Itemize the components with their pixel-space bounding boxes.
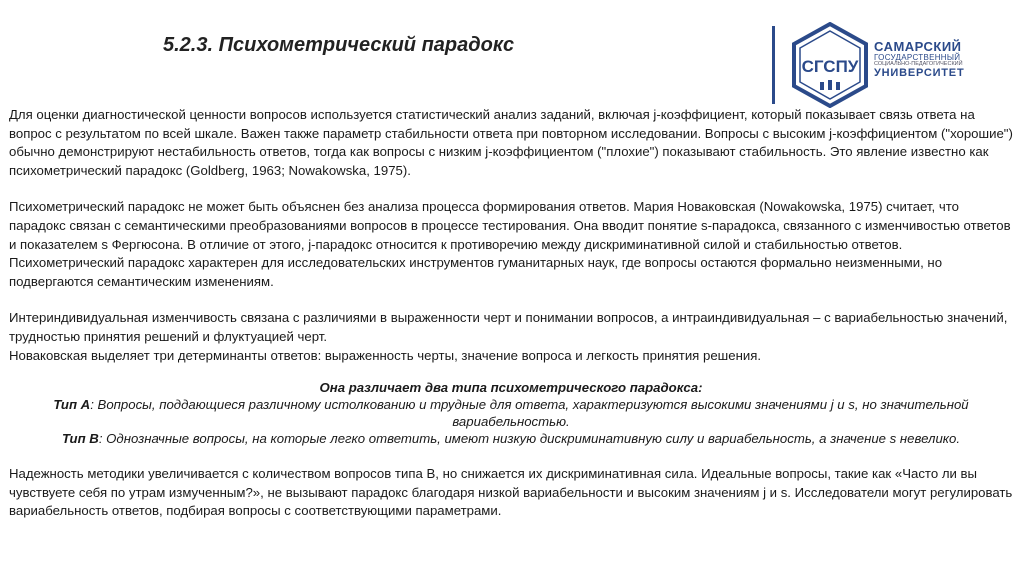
type-b-text: : Однозначные вопросы, на которые легко ответить, имеют низкую дискриминативную силу и вариабельность, а значение s невелико. bbox=[98, 431, 961, 447]
header-divider bbox=[772, 26, 775, 104]
university-name-line1: САМАРСКИЙ bbox=[874, 39, 962, 54]
university-name-line2: ГОСУДАРСТВЕННЫЙ bbox=[874, 52, 961, 62]
paragraph-1: Для оценки диагностической ценности вопросов используется статистический анализ заданий, включая j-коэффициент, который показывает связь ответа на вопрос с результатом по всей шкале. Важен также параметр стабильности ответа при повторном исследовании. Вопросы с высоким j-коэффициентом ("хорошие") обычно демонстрируют нестабильность ответов, тогда как вопросы с низким j-коэффициентом ("плохие") показывают стабильность. Это явление известно как психометрический парадокс (Goldberg, 1963; Nowakowska, 1975). bbox=[9, 107, 1013, 178]
university-name-line4: УНИВЕРСИТЕТ bbox=[874, 66, 965, 79]
paragraph-4: Новаковская выделяет три детерминанты ответов: выраженность черты, значение вопроса и легкость принятия решения. bbox=[9, 347, 762, 363]
type-b-label: Тип В bbox=[61, 431, 99, 447]
emblem-text: СГСПУ bbox=[801, 57, 859, 76]
slide-title: 5.2.3. Психометрический парадокс bbox=[163, 34, 515, 56]
slide-body bbox=[9, 106, 1013, 521]
type-a-text: : Вопросы, поддающиеся различному истолкованию и трудные для ответа, характеризуются высокими значениями j и s, но значительной вариабельностью. bbox=[90, 397, 969, 430]
paradox-types-block bbox=[9, 379, 1013, 447]
type-a-label: Тип А bbox=[53, 397, 91, 413]
paragraph-5: Надежность методики увеличивается с количеством вопросов типа В, но снижается их дискриминативная сила. Идеальные вопросы, такие как «Часто ли вы чувствуете себя по утрам измученным?», не вызывают парадокс благодаря низкой вариабельности и высоким значениям j и s. Исследователи могут регулировать вариабельность ответов, подбирая вопросы с соответствующими параметрами. bbox=[9, 466, 1013, 519]
university-emblem-icon bbox=[790, 22, 870, 108]
university-name bbox=[874, 40, 964, 79]
university-name-line3: СОЦИАЛЬНО-ПЕДАГОГИЧЕСКИЙ bbox=[874, 61, 963, 68]
types-heading: Она различает два типа психометрического парадокса: bbox=[319, 380, 703, 396]
paragraph-2: Психометрический парадокс не может быть объяснен без анализа процесса формирования ответов. Мария Новаковская (Nowakowska, 1975) считает, что парадокс связан с семантическими преобразованиями вопросов в процессе тестирования. Она вводит понятие s-парадокса, связанного с изменчивостью ответов и показателем s Фергюсона. В отличие от этого, j-парадокс относится к противоречию между дискриминативной силой и стабильностью ответов. Психометрический парадокс характерен для исследовательских инструментов гуманитарных наук, где вопросы остаются формально неизменными, но подвергаются семантическим изменениям. bbox=[9, 199, 1011, 289]
paragraph-3: Интериндивидуальная изменчивость связана с различиями в выраженности черт и понимании вопросов, а интраиндивидуальная – с вариабельностью значений, трудностью принятия решений и флуктуацией черт. bbox=[9, 310, 1008, 344]
